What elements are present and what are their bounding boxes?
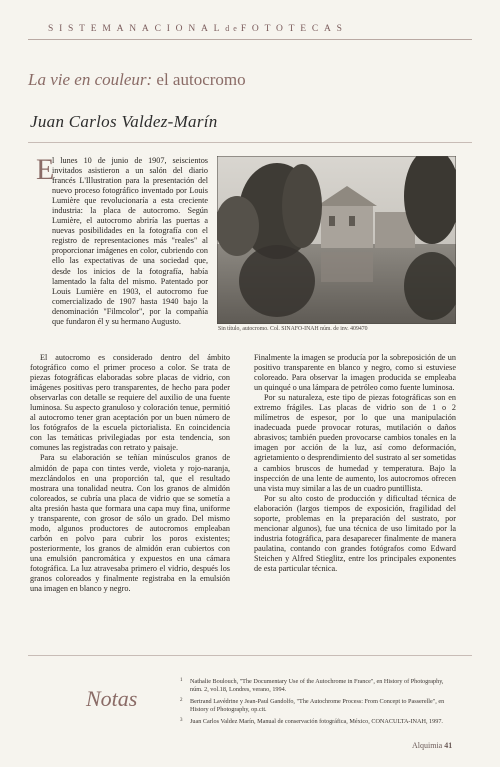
article-title: La vie en couleur: el autocromo <box>28 70 246 89</box>
notes-rule <box>28 655 472 656</box>
autochrome-photo <box>217 156 456 324</box>
footnote-number: 2 <box>180 698 183 703</box>
footnote-number: 1 <box>180 678 183 683</box>
paragraph: Por su alto costo de producción y dificultad técnica de elaboración (largos tiempos de exposición, fragilidad del soporte, problemas en la preparación del sustrato, por mencionar algunos), fue una técnica de uso limitado por la industria fotográfica, para desaparecer finalmente de manera paulatina, contando con grandes fotógrafos como Edward Steichen y Alfred Stieglitz, entre los principales exponentes de esta particular técnica. <box>254 493 456 573</box>
footnote-text: Juan Carlos Valdez Marín, Manual de conservación fotográfica, México, CONACULTA-INAH, 1997. <box>190 718 443 725</box>
journal-header: SISTEMANACIONALdeFOTOTECAS <box>48 24 348 34</box>
footnote-text: Nathalie Boulouch, "The Documentary Use of the Autochrome in France", en History of Photography, núm. 2, vol.18, Londres, verano, 1994. <box>190 678 444 693</box>
footnote-number: 3 <box>180 718 183 723</box>
title-rule <box>28 142 472 143</box>
footnote-1 <box>180 678 456 694</box>
paragraph: Por su naturaleza, este tipo de piezas fotográficas son en extremo frágiles. Las placas de vidrio son de 1 o 2 milímetros de espesor, por lo que una manipulación inadecuada puede provocar roturas, mutilación o daños abrasivos; también pueden provocarse cambios tonales en la imagen por acción de la luz, así como deformación, agrietamiento o desprendimiento del sustrato al ser sometidas a cambios bruscos de humedad y temperatura. Bajo la inspección de una lente de aumento, los autocromos ofrecen una vista muy similar a las de un cuadro puntillista. <box>254 393 456 493</box>
header-rule <box>28 39 472 40</box>
intro-paragraph <box>52 156 208 327</box>
left-column <box>30 353 230 594</box>
journal-name: Alquimia <box>412 741 443 750</box>
footnote-text: Bertrand Lavédrine y Jean-Paul Gandolfo, "The Autochrome Process: From Concept to Passerelle", en History of Photography, op.cit. <box>190 698 445 713</box>
page-folio <box>412 741 452 750</box>
right-column <box>254 353 456 574</box>
paragraph: Para su elaboración se teñían minúsculos granos de almidón de papa con tintes verde, violeta y rojo-naranja, mezclándolos en una proporción tal, que el resultado mostrara una tonalidad neutra. Con los granos de almidón coloreados, se cubría una placa de vidrio que se sometía a alta presión hasta que formara una capa muy fina, uniforme y transparente, con grosor de sólo un grado. Del mismo modo, algunos productores de autocromos empleaban carbón en polvo para cubrir los poros existentes; posteriormente, los granos de almidón eran cubiertos con una emulsión pancromática y expuestos en una cámara fotográfica. La luz atravesaba primero el vidrio, después los granos coloreados y finalmente registraba en la emulsión una imagen en blanco y negro. <box>30 453 230 594</box>
drop-cap: E <box>36 153 55 186</box>
article-author: Juan Carlos Valdez-Marín <box>30 112 218 131</box>
photo-caption: Sin título, autocromo. Col. SINAFO-INAH núm. de inv. 409470 <box>218 326 368 332</box>
page-number: 41 <box>444 741 453 750</box>
landscape-image <box>217 156 456 324</box>
notes-heading: Notas <box>86 686 138 711</box>
footnote-3 <box>180 718 456 726</box>
intro-text: l lunes 10 de junio de 1907, seiscientos invitados asistieron a un salón del diario francés L'Illustration para la presentación del nuevo proceso fotográfico inventado por Louis Lumière que revolucionaría a esta creciente industria: la placa de autocromo. Según Lumière, el autocromo abriría las puertas a nuevas posibilidades en la fotografía con el registro de representaciones más "reales" al proporcionar imágenes en color, cubriendo con ello las expectativas de una sociedad que, desde los inicios de la fotografía, había lamentado la falta del mismo. Patentado por Louis Lumière en 1903, el autocromo fue comercializado de 1907 hasta 1940 bajo la denominación "Filmcolor", por la compañía que fundaron él y su hermano Augusto. <box>52 156 208 326</box>
footnote-2 <box>180 698 456 714</box>
paragraph: El autocromo es considerado dentro del ámbito fotográfico como el primer proceso a color. Se trata de piezas fotográficas elaboradas sobre placas de vidrio, con imágenes positivas pero transparentes, de hecho para poder observarlas con detalle se requiere del auxilio de una fuente luminosa. Su aspecto granuloso y coloración tenue, permitió al autocromo tener gran aceptación por un buen número de los fotógrafos de la escuela pictorialista. En coincidencia con las temáticas privilegiadas por esta tendencia, son comunes las registradas con retrato y paisaje. <box>30 353 230 453</box>
paragraph: Finalmente la imagen se producía por la sobreposición de un positivo transparente en blanco y negro, como si estuviese coloreado. Para observar la imagen producida se empleaba un quinqué o una lámpara de petróleo como fuente luminosa. <box>254 353 456 393</box>
